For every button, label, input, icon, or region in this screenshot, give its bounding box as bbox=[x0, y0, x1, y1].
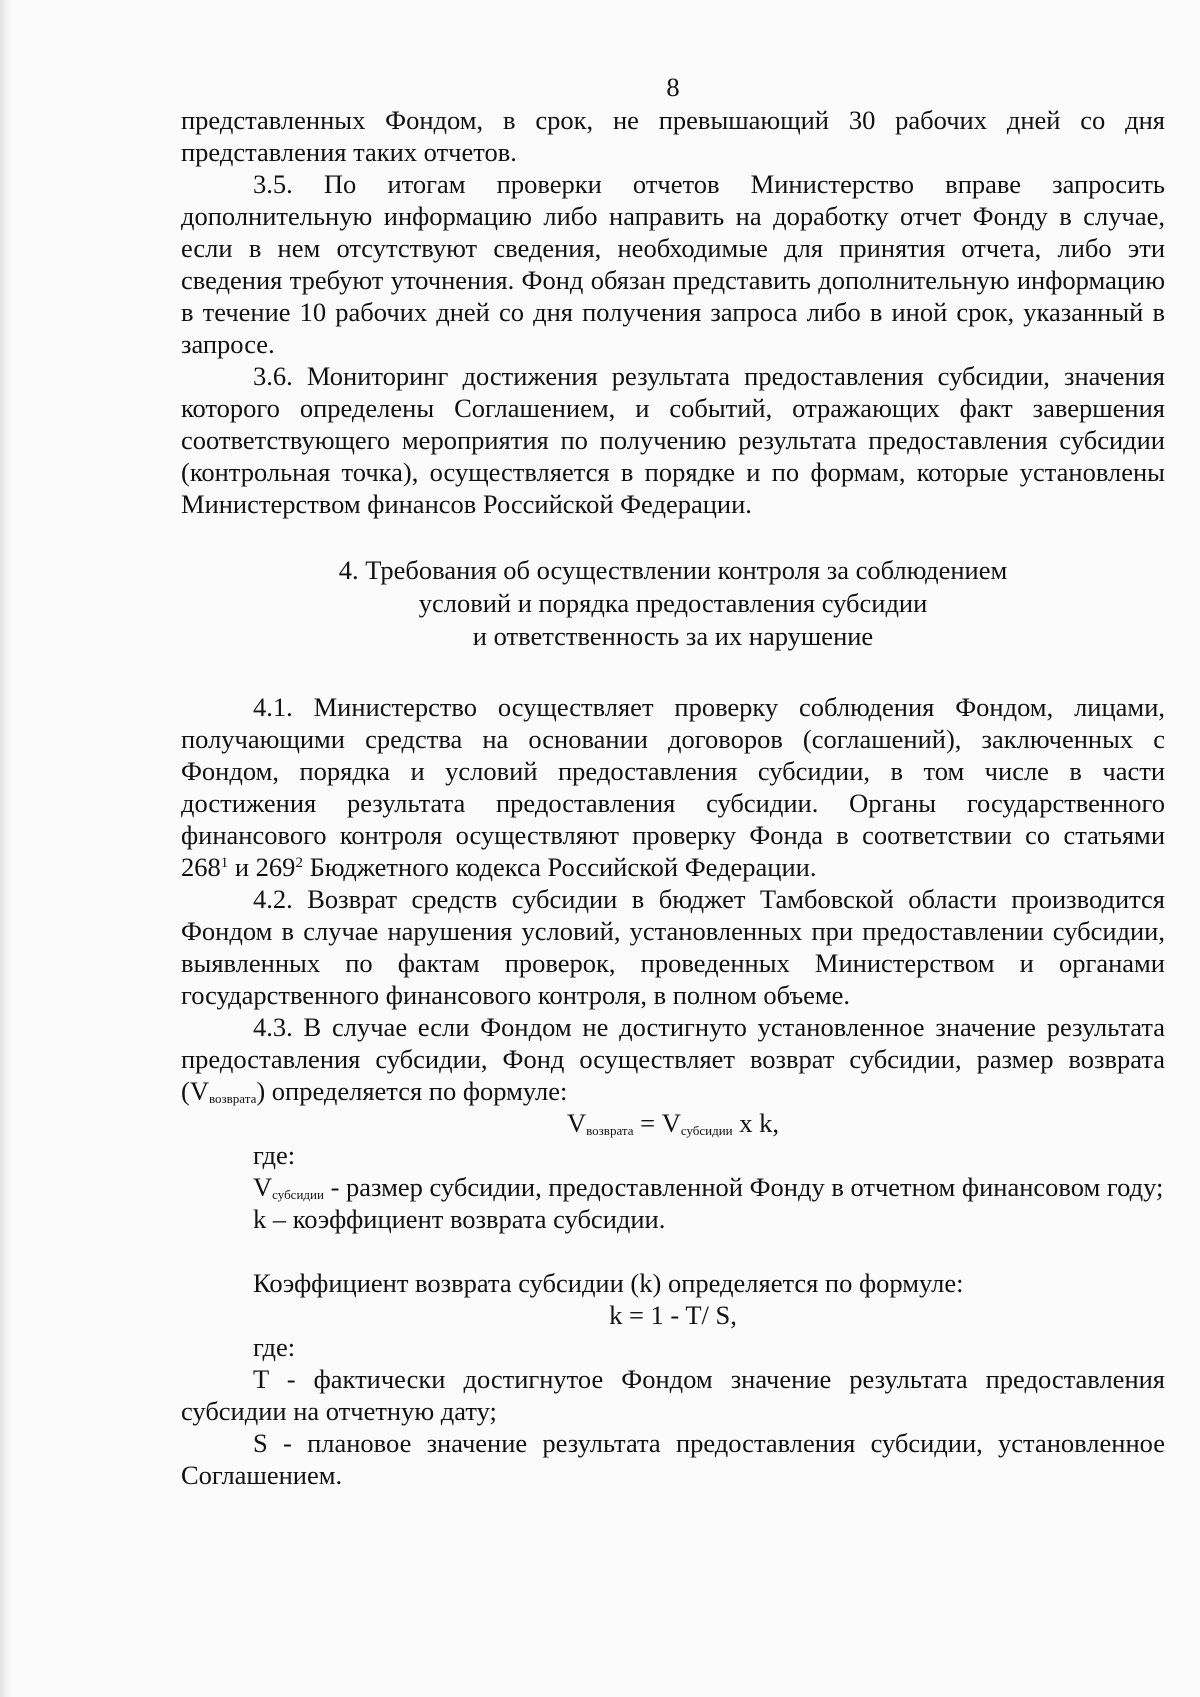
formula-return-amount bbox=[181, 1107, 1165, 1139]
section-4-heading bbox=[181, 554, 1165, 653]
p43-text-b: ) определяется по формуле: bbox=[256, 1076, 568, 1106]
paragraph-3-6: 3.6. Мониторинг достижения результата предоставления субсидии, значения которого определены Соглашением, и событий, отражающих факт завершения соответствующего мероприятия по получению результата предоставления субсидии (контрольная точка), осуществляется в порядке и по формам, которые установлены Министерством финансов Российской Федерации. bbox=[181, 361, 1165, 519]
p41-text-a: 4.1. Министерство осуществляет проверку соблюдения Фондом, лицами, получающими средства на основании договоров (соглашений), заключенных с Фондом, порядка и условий предоставления субсидии, в том числе в части достижения результата предоставления субсидии. Органы государственного финансового контроля осуществляют проверку Фонда в соответствии со статьями 268 bbox=[181, 692, 1165, 882]
p43-text-a: 4.3. В случае если Фондом не достигнуто установленное значение результата предоставления субсидии, Фонд осуществляет возврат субсидии, размер возврата (V bbox=[181, 1012, 1165, 1106]
formula1-end: x k, bbox=[732, 1108, 780, 1138]
p41-superscript-1: 1 bbox=[220, 855, 229, 871]
page-number: 8 bbox=[666, 72, 680, 102]
p41-text-b: и 269 bbox=[228, 852, 296, 882]
p43-subscript: возврата bbox=[208, 1091, 257, 1106]
def-v-subscript: субсидии bbox=[272, 1187, 324, 1202]
definition-v-subsidy bbox=[181, 1171, 1165, 1203]
document-body bbox=[181, 70, 1165, 1491]
paragraph-3-5: 3.5. По итогам проверки отчетов Министерство вправе запросить дополнительную информацию либо направить на доработку отчет Фонду в случае, если в нем отсутствуют сведения, необходимые для принятия отчета, либо эти сведения требуют уточнения. Фонд обязан представить дополнительную информацию в течение 10 рабочих дней со дня получения запроса либо в иной срок, указанный в запросе. bbox=[181, 169, 1165, 359]
paragraph-continuation-line1: представленных Фондом, в срок, не превышающий 30 рабочих дней со дня bbox=[181, 105, 1165, 135]
definition-k: k – коэффициент возврата субсидии. bbox=[253, 1204, 666, 1234]
section-heading-line2: условий и порядка предоставления субсидии bbox=[418, 588, 928, 618]
formula1-v: V bbox=[566, 1108, 587, 1138]
blank-line bbox=[181, 1235, 1165, 1267]
section-heading-line1: 4. Требования об осуществлении контроля за соблюдением bbox=[338, 555, 1008, 585]
paragraph-4-1 bbox=[181, 691, 1165, 883]
section-heading-line3: и ответственность за их нарушение bbox=[472, 621, 874, 651]
formula1-sub-subsidy: субсидии bbox=[680, 1123, 733, 1138]
formula1-mid: = V bbox=[633, 1108, 681, 1138]
coefficient-intro: Коэффициент возврата субсидии (k) определяется по формуле: bbox=[253, 1268, 964, 1298]
def-v-symbol: V bbox=[253, 1172, 273, 1202]
def-v-text: - размер субсидии, предоставленной Фонду в отчетном финансовом году; bbox=[323, 1172, 1164, 1202]
p41-text-c: Бюджетного кодекса Российской Федерации. bbox=[302, 852, 817, 882]
where-label-1: где: bbox=[253, 1140, 296, 1170]
formula-coefficient: k = 1 - T/ S, bbox=[609, 1300, 737, 1330]
paragraph-4-3 bbox=[181, 1011, 1165, 1107]
paragraph-continuation-line2: представления таких отчетов. bbox=[181, 137, 517, 167]
definition-s: S - плановое значение результата предоставления субсидии, установленное Соглашением. bbox=[181, 1428, 1165, 1490]
where-label-2: где: bbox=[253, 1332, 296, 1362]
formula1-sub-return: возврата bbox=[586, 1123, 634, 1138]
scan-edge-shadow bbox=[0, 0, 14, 1697]
definition-t: T - фактически достигнутое Фондом значение результата предоставления субсидии на отчетную дату; bbox=[181, 1364, 1165, 1426]
p41-superscript-2: 2 bbox=[295, 855, 303, 871]
paragraph-4-2: 4.2. Возврат средств субсидии в бюджет Тамбовской области производится Фондом в случае нарушения условий, установленных при предоставлении субсидии, выявленных по фактам проверок, проведенных Министерством и органами государственного финансового контроля, в полном объеме. bbox=[181, 884, 1165, 1010]
